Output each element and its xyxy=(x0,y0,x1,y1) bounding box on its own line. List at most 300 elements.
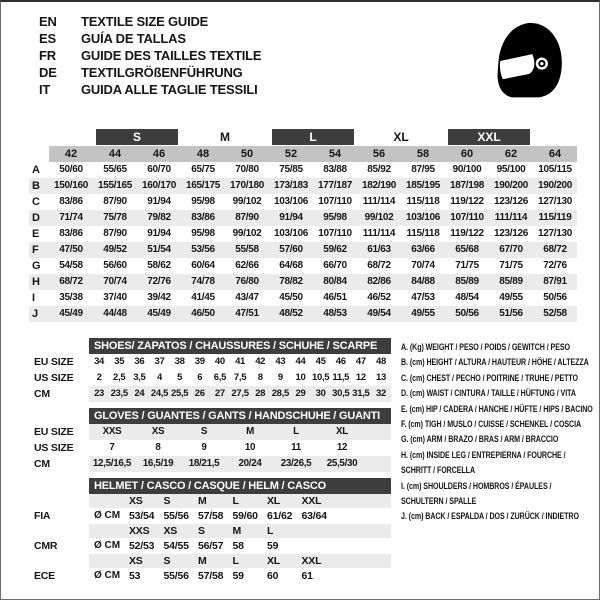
helmet-size-label: XXL xyxy=(301,555,322,567)
size-value-cell: 80/84 xyxy=(323,276,347,287)
language-row xyxy=(39,30,261,47)
size-value-cell: 173/183 xyxy=(273,180,309,191)
size-value-cell: L xyxy=(293,426,299,437)
size-value-cell: 123/126 xyxy=(493,196,529,207)
guide-title: GUIDE DES TAILLES TEXTILE xyxy=(81,48,262,63)
size-value-cell: 99/102 xyxy=(232,196,262,207)
helmet-value-row xyxy=(34,568,391,584)
size-value-cell: 95/98 xyxy=(323,212,347,223)
size-value-cell: 46/52 xyxy=(367,292,391,303)
size-value-cell: 44/48 xyxy=(103,308,127,319)
row-label: EU SIZE xyxy=(34,356,74,368)
size-value-cell: 165/175 xyxy=(185,180,221,191)
size-value-cell: 68/72 xyxy=(543,244,567,255)
textile-size-row xyxy=(29,210,577,226)
helmet-size-label: XXS xyxy=(129,525,150,537)
helmet-size-label: M xyxy=(232,525,242,537)
size-value-cell: 6,5 xyxy=(213,372,227,383)
size-column-header: 60 xyxy=(445,146,489,162)
size-value-cell: 103/106 xyxy=(405,212,441,223)
size-value-cell: 11,5 xyxy=(332,372,350,383)
size-table-row xyxy=(34,456,391,472)
measurement-legend xyxy=(401,340,593,525)
helmet-size-value: 55/56 xyxy=(163,510,189,522)
size-value-cell: 82/86 xyxy=(367,276,391,287)
size-value-cell: 79/82 xyxy=(147,212,171,223)
size-value-cell: 67/70 xyxy=(499,244,523,255)
size-value-cell: 25,5 xyxy=(170,388,189,399)
size-value-cell: 107/110 xyxy=(318,196,352,207)
helmet-value-band xyxy=(89,538,391,554)
row-label: H xyxy=(32,276,40,288)
language-row xyxy=(39,13,261,30)
size-column-header-row xyxy=(29,146,577,162)
helmet-value-band xyxy=(89,568,391,584)
size-value-cell: 2,5 xyxy=(113,372,126,383)
racing-helmet-icon xyxy=(489,16,567,111)
size-value-cell: 9 xyxy=(201,442,207,453)
helmet-size-label: L xyxy=(232,495,239,507)
helmet-size-header-row xyxy=(34,494,391,508)
helmet-size-value: 58 xyxy=(232,540,244,552)
size-value-cell: 51/54 xyxy=(147,244,171,255)
size-value-cell: 72/76 xyxy=(543,260,567,271)
size-value-cell: 45/50 xyxy=(279,292,303,303)
size-value-cell: 42 xyxy=(255,356,266,367)
size-value-cell: 65/75 xyxy=(191,164,215,175)
size-value-cell: 7 xyxy=(109,442,115,453)
size-value-cell: 37 xyxy=(154,356,165,367)
size-value-cell: 45/49 xyxy=(59,308,83,319)
size-value-cell: 34 xyxy=(94,356,105,367)
size-value-cell: 60/64 xyxy=(191,260,215,271)
size-column-header: 46 xyxy=(137,146,181,162)
size-value-cell: 182/190 xyxy=(361,180,397,191)
size-value-cell: 71/74 xyxy=(59,212,83,223)
size-value-cell: 111/114 xyxy=(362,196,396,207)
size-value-cell: 87/90 xyxy=(235,212,259,223)
size-value-cell: XS xyxy=(151,426,165,437)
language-code: EN xyxy=(39,14,57,29)
size-table-row xyxy=(34,386,391,402)
guide-title: TEXTILE SIZE GUIDE xyxy=(81,14,209,29)
size-value-cell: 47 xyxy=(355,356,366,367)
size-value-cell: 48/53 xyxy=(323,308,347,319)
size-value-cell: 68/72 xyxy=(59,276,83,287)
column-header-spacer xyxy=(29,146,49,162)
row-label: D xyxy=(32,212,40,224)
textile-size-row xyxy=(29,242,577,258)
size-value-cell: 50/60 xyxy=(59,164,83,175)
helmet-size-label: XXL xyxy=(301,495,322,507)
size-value-cell: 74/78 xyxy=(191,276,215,287)
size-value-cell: 4 xyxy=(157,372,162,383)
size-value-cell: 51/56 xyxy=(499,308,523,319)
size-value-cell: 68/72 xyxy=(367,260,391,271)
size-value-cell: 150/160 xyxy=(53,180,89,191)
legend-item xyxy=(401,479,593,510)
language-code: FR xyxy=(39,48,56,63)
size-value-cell: 55/58 xyxy=(235,244,259,255)
helmet-size-label: M xyxy=(198,495,207,507)
helmet-value-band xyxy=(89,508,391,524)
legend-line: SCHRITT / FORCELLA xyxy=(401,465,475,477)
size-value-cell: 46 xyxy=(335,356,346,367)
size-value-cell: 187/198 xyxy=(449,180,485,191)
size-value-cell: 190/200 xyxy=(493,180,529,191)
size-value-cell: 55/65 xyxy=(103,164,127,175)
textile-size-row xyxy=(29,274,577,290)
size-value-cell: 115/118 xyxy=(406,228,440,239)
row-label: CM xyxy=(34,388,50,400)
size-value-band xyxy=(89,424,391,440)
size-value-cell: 37/40 xyxy=(103,292,127,303)
diameter-unit-label: Ø CM xyxy=(94,540,121,551)
helmet-size-table xyxy=(34,478,391,584)
helmet-size-value: 61 xyxy=(301,570,313,582)
size-value-cell: 18/21,5 xyxy=(188,458,220,469)
shoes-table-title: SHOES/ ZAPATOS / CHAUSSURES / SCHUHE / SCARPE xyxy=(89,338,391,354)
size-column-header: 50 xyxy=(225,146,269,162)
size-value-cell: 99/102 xyxy=(232,228,262,239)
size-value-cell: 70/80 xyxy=(235,164,259,175)
size-value-cell: 24,5 xyxy=(150,388,169,399)
helmet-size-value: 55/56 xyxy=(163,570,189,582)
gloves-size-table xyxy=(34,408,391,472)
size-value-cell: 87/90 xyxy=(103,228,127,239)
size-value-cell: 170/180 xyxy=(229,180,265,191)
size-value-cell: 28,5 xyxy=(271,388,289,399)
size-group-m: M xyxy=(220,130,230,144)
size-value-cell: 10 xyxy=(295,372,306,383)
size-value-cell: 111/114 xyxy=(362,228,396,239)
size-column-header: 56 xyxy=(357,146,401,162)
size-value-cell: 123/126 xyxy=(493,228,529,239)
legend-line: B. (cm) HEIGHT / ALTURA / HAUTEUR / HÖHE / ALTEZZA xyxy=(401,357,589,369)
size-value-cell: 50/56 xyxy=(543,292,567,303)
helmet-size-label: L xyxy=(232,555,239,567)
size-value-cell: 155/165 xyxy=(97,180,133,191)
size-value-cell: S xyxy=(200,426,208,437)
language-code: ES xyxy=(39,31,56,46)
size-value-cell: 53/56 xyxy=(191,244,215,255)
size-value-cell: 71/75 xyxy=(499,260,523,271)
row-label-spacer xyxy=(34,554,89,568)
legend-line: G. (cm) ARM / BRAZO / BRAS / ARM / BRACCIO xyxy=(401,434,559,446)
size-value-cell: 50/56 xyxy=(455,308,479,319)
size-value-cell: 28 xyxy=(255,388,266,399)
size-value-cell: 30,5 xyxy=(332,388,350,399)
size-value-cell: 83/88 xyxy=(323,164,347,175)
size-value-cell: 24 xyxy=(134,388,145,399)
row-label: J xyxy=(32,308,39,320)
unit-spacer xyxy=(89,524,129,538)
size-value-band xyxy=(89,370,391,386)
textile-size-row xyxy=(29,306,577,322)
size-value-cell: 60/70 xyxy=(147,164,171,175)
helmet-table-title: HELMET / CASCO / CASQUE / HELM / CASCO xyxy=(89,478,391,494)
size-value-cell: 35/38 xyxy=(59,292,83,303)
helmet-size-value: 57/58 xyxy=(198,570,224,582)
size-table-row xyxy=(34,354,391,370)
shoes-size-table xyxy=(34,338,391,402)
helmet-size-value: 57/58 xyxy=(198,510,224,522)
size-value-cell: 91/94 xyxy=(147,228,171,239)
size-value-cell: 84/88 xyxy=(411,276,435,287)
size-value-cell: 49/55 xyxy=(499,292,523,303)
size-value-cell: 27,5 xyxy=(231,388,249,399)
helmet-size-label: XS xyxy=(163,525,178,537)
size-value-band xyxy=(89,386,391,402)
helmet-size-value: 63/64 xyxy=(301,510,327,522)
size-value-cell: 59/62 xyxy=(323,244,347,255)
legend-item xyxy=(401,371,593,386)
size-value-cell: 47/50 xyxy=(59,244,83,255)
size-value-cell: 38 xyxy=(174,356,185,367)
size-column-header: 62 xyxy=(489,146,533,162)
size-value-cell: 30 xyxy=(315,388,326,399)
textile-size-row xyxy=(29,194,577,210)
size-column-header: 58 xyxy=(401,146,445,162)
size-value-cell: 57/60 xyxy=(279,244,303,255)
standard-label: ECE xyxy=(34,570,55,582)
size-value-cell: 23,5 xyxy=(110,388,128,399)
size-column-header: 54 xyxy=(313,146,357,162)
helmet-size-value: 60 xyxy=(267,570,279,582)
racing-helmet-glyph xyxy=(489,16,567,106)
size-value-cell: 99/102 xyxy=(364,212,394,223)
helmet-size-value: 59/60 xyxy=(232,510,258,522)
textile-size-row xyxy=(29,258,577,274)
size-value-cell: 49/54 xyxy=(367,308,391,319)
size-value-cell: 7,5 xyxy=(233,372,247,383)
size-value-cell: 71/75 xyxy=(455,260,479,271)
size-value-cell: 64/68 xyxy=(279,260,303,271)
size-value-cell: 85/89 xyxy=(455,276,479,287)
language-code: IT xyxy=(39,82,51,97)
helmet-value-row xyxy=(34,508,391,524)
size-value-cell: 115/119 xyxy=(538,212,572,223)
row-label: A xyxy=(32,164,40,176)
size-value-cell: 190/200 xyxy=(537,180,573,191)
guide-title: GUIDA ALLE TAGLIE TESSILI xyxy=(81,82,258,97)
size-value-cell: 83/86 xyxy=(191,212,215,223)
size-column-header: 64 xyxy=(533,146,577,162)
legend-item xyxy=(401,417,593,432)
size-value-cell: 6 xyxy=(197,372,203,383)
size-value-cell: 29 xyxy=(295,388,306,399)
size-value-cell: 23/26,5 xyxy=(280,458,312,469)
size-table-row xyxy=(34,440,391,456)
row-label: E xyxy=(32,228,40,240)
size-value-cell: 45 xyxy=(315,356,326,367)
size-value-cell: 12,5/16,5 xyxy=(92,458,132,469)
size-value-cell: 95/100 xyxy=(496,164,526,175)
helmet-size-label: XS xyxy=(129,495,143,507)
size-group-xl: XL xyxy=(393,130,409,144)
helmet-size-label: S xyxy=(163,555,171,567)
guide-title: TEXTILGRÖßENFÜHRUNG xyxy=(81,65,243,80)
size-value-cell: 119/122 xyxy=(450,228,484,239)
helmet-value-row xyxy=(34,538,391,554)
row-label: CM xyxy=(34,458,50,470)
row-label: G xyxy=(32,260,41,272)
size-column-header: 42 xyxy=(49,146,93,162)
size-value-cell: 70/74 xyxy=(411,260,435,271)
size-value-cell: XL xyxy=(336,426,348,437)
legend-item xyxy=(401,432,593,447)
diameter-unit-label: Ø CM xyxy=(94,510,121,521)
size-value-cell: 87/90 xyxy=(103,196,127,207)
legend-item xyxy=(401,386,593,401)
helmet-size-band xyxy=(89,554,391,568)
gloves-table-title: GLOVES / GUANTES / GANTS / HANDSCHUHE / GUANTI xyxy=(89,408,391,424)
size-value-cell: 65/68 xyxy=(455,244,479,255)
size-value-cell: 95/98 xyxy=(191,196,215,207)
language-row xyxy=(39,47,261,64)
size-value-band xyxy=(89,456,391,472)
legend-item xyxy=(401,402,593,417)
size-value-cell: 56/60 xyxy=(103,260,127,271)
size-value-cell: 9 xyxy=(277,372,283,383)
size-value-cell: 2 xyxy=(96,372,102,383)
size-value-cell: 43/47 xyxy=(235,292,259,303)
size-value-cell: XXS xyxy=(102,426,122,437)
helmet-size-band xyxy=(89,524,391,538)
helmet-size-value: 52/53 xyxy=(129,540,155,552)
size-column-header: 44 xyxy=(93,146,137,162)
helmet-size-value: 56/57 xyxy=(198,540,224,552)
size-value-cell: 111/114 xyxy=(494,212,528,223)
legend-item xyxy=(401,448,593,479)
size-value-cell: 3,5 xyxy=(133,372,146,383)
size-value-cell: 10 xyxy=(244,442,256,453)
size-value-cell: 48/52 xyxy=(279,308,303,319)
size-value-cell: 90/100 xyxy=(452,164,482,175)
row-label: B xyxy=(32,180,40,192)
size-value-cell: 45/49 xyxy=(147,308,171,319)
helmet-size-label: XS xyxy=(129,555,143,567)
unit-spacer xyxy=(89,554,129,568)
size-value-cell: 127/130 xyxy=(537,196,573,207)
size-table-row xyxy=(34,424,391,440)
size-value-cell: 47/51 xyxy=(235,308,259,319)
textile-size-row xyxy=(29,290,577,306)
helmet-size-label: XL xyxy=(267,555,281,567)
size-group-xxl: XXL xyxy=(448,129,530,145)
size-group-s: S xyxy=(96,129,178,145)
language-row xyxy=(39,64,261,81)
size-group-header-row xyxy=(29,129,577,146)
size-column-header: 48 xyxy=(181,146,225,162)
diameter-unit-label: Ø CM xyxy=(94,570,121,581)
size-value-cell: 127/130 xyxy=(537,228,573,239)
row-label: I xyxy=(32,292,36,304)
helmet-size-value: 54/55 xyxy=(163,540,189,552)
size-value-cell: 58/62 xyxy=(147,260,171,271)
size-value-cell: 62/66 xyxy=(235,260,259,271)
size-value-cell: 49/52 xyxy=(103,244,127,255)
row-label: C xyxy=(32,196,40,208)
size-group-l: L xyxy=(272,129,354,145)
size-value-cell: 177/187 xyxy=(317,180,353,191)
helmet-size-label: XL xyxy=(267,495,281,507)
row-label: US SIZE xyxy=(34,442,74,454)
standard-label: FIA xyxy=(34,510,51,522)
size-value-cell: 85/89 xyxy=(499,276,523,287)
legend-line: E. (cm) HIP / CADERA / HANCHE / HÜFTE / HIPS / BACINO xyxy=(401,403,593,415)
size-value-cell: 83/86 xyxy=(59,228,83,239)
size-value-cell: 46/51 xyxy=(323,292,347,303)
row-label: F xyxy=(32,244,39,256)
textile-size-table xyxy=(29,129,577,322)
size-value-cell: M xyxy=(246,426,254,437)
size-value-cell: 91/94 xyxy=(147,196,171,207)
size-value-cell: 87/95 xyxy=(411,164,435,175)
size-value-cell: 44 xyxy=(295,356,306,367)
unit-spacer xyxy=(89,494,129,508)
row-label: EU SIZE xyxy=(34,426,74,438)
size-value-cell: 72/76 xyxy=(147,276,171,287)
size-value-cell: 76/80 xyxy=(235,276,259,287)
size-value-cell: 40 xyxy=(214,356,225,367)
legend-line: F. (cm) TIGH / MUSLO / CUISSE / SCHENKEL / COSCIA xyxy=(401,419,582,431)
size-value-cell: 48/54 xyxy=(455,292,479,303)
size-column-header: 52 xyxy=(269,146,313,162)
size-value-cell: 61/63 xyxy=(367,244,391,255)
size-value-cell: 54/58 xyxy=(59,260,83,271)
legend-item xyxy=(401,355,593,370)
legend-line: D. (cm) WAIST / CINTURA / TAILLE / HÜFTUNG / VITA xyxy=(401,388,576,400)
legend-line: SCHULTERN / SPALLE xyxy=(401,496,477,508)
size-value-cell: 103/106 xyxy=(273,196,309,207)
helmet-size-value: 59 xyxy=(267,540,279,552)
size-value-cell: 52/58 xyxy=(543,308,567,319)
guide-title: GUÍA DE TALLAS xyxy=(81,31,186,46)
size-value-cell: 11 xyxy=(291,442,301,453)
size-value-cell: 8 xyxy=(257,372,263,383)
size-value-cell: 83/86 xyxy=(59,196,83,207)
row-label-spacer xyxy=(34,524,89,538)
size-value-cell: 48 xyxy=(376,356,387,367)
size-value-cell: 63/66 xyxy=(411,244,435,255)
size-value-cell: 185/195 xyxy=(405,180,441,191)
helmet-size-label: L xyxy=(267,525,274,537)
size-value-cell: 5 xyxy=(177,372,183,383)
size-value-cell: 12 xyxy=(355,372,366,383)
size-value-cell: 20/24 xyxy=(238,458,262,469)
size-value-cell: 39/42 xyxy=(147,292,171,303)
language-code: DE xyxy=(39,65,57,80)
standard-label: CMR xyxy=(34,540,58,552)
size-value-band xyxy=(89,354,391,370)
size-value-cell: 78/82 xyxy=(279,276,303,287)
size-value-cell: 75/85 xyxy=(279,164,303,175)
size-value-cell: 13 xyxy=(376,372,387,383)
size-value-cell: 26 xyxy=(194,388,205,399)
size-table-row xyxy=(34,370,391,386)
textile-size-row xyxy=(29,178,577,194)
legend-line: J. (cm) BACK / ESPALDA / DOS / ZURÜCK / INDIETRO xyxy=(401,511,579,523)
size-value-cell: 70/74 xyxy=(103,276,127,287)
legend-line: C. (cm) CHEST / PECHO / POITRINE / TRUHE / PETTO xyxy=(401,372,578,384)
legend-line: H. (cm) INSIDE LEG / ENTREPIERNA / FOURCHE / xyxy=(401,449,566,461)
size-value-cell: 66/70 xyxy=(323,260,347,271)
helmet-size-label: M xyxy=(198,555,207,567)
textile-size-row xyxy=(29,162,577,178)
size-value-cell: 12 xyxy=(336,442,348,453)
row-label-spacer xyxy=(34,494,89,508)
